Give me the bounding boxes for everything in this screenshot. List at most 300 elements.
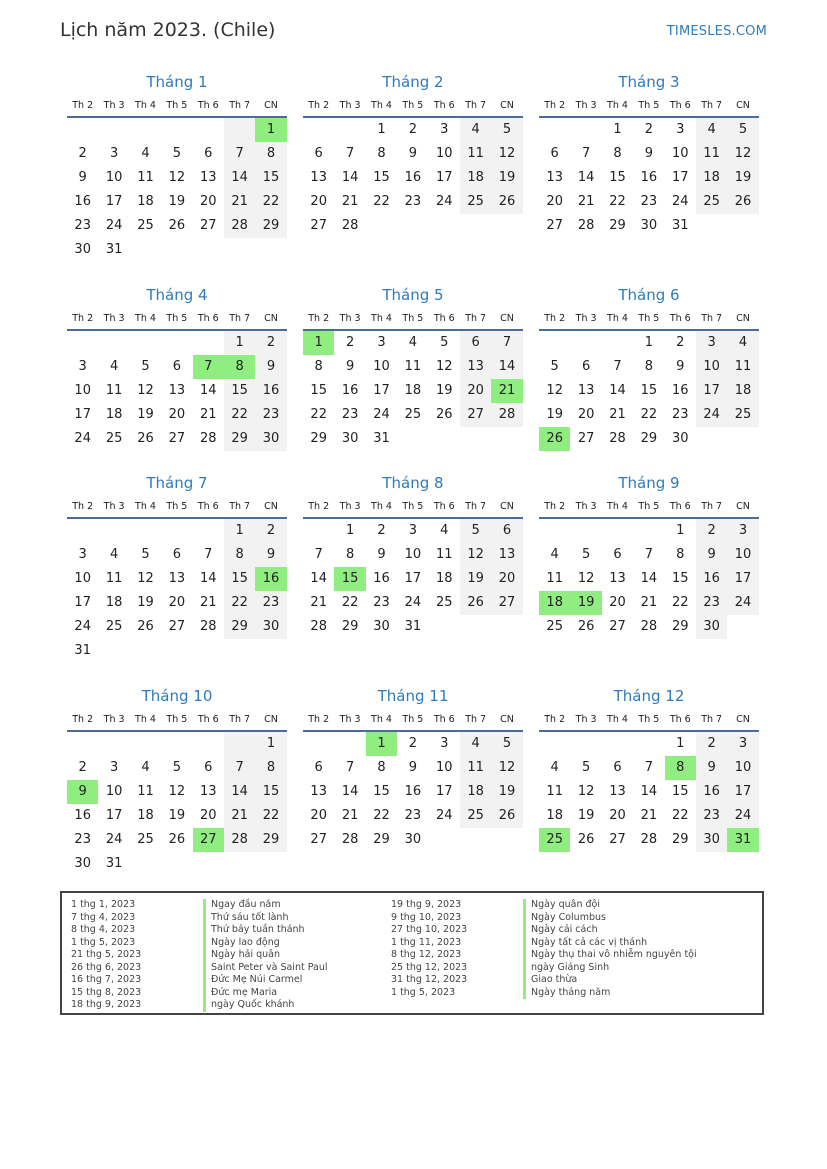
day-cell[interactable]: 3: [727, 732, 758, 756]
day-cell[interactable]: 13: [546, 170, 563, 185]
day-cell[interactable]: 6: [613, 760, 622, 775]
holiday-day-cell[interactable]: 1: [303, 331, 334, 355]
day-cell[interactable]: 10: [404, 547, 422, 562]
holiday-day-cell[interactable]: 18: [539, 591, 570, 615]
day-cell[interactable]: 21: [609, 407, 626, 422]
day-cell[interactable]: 11: [105, 383, 123, 398]
day-cell[interactable]: 14: [224, 166, 255, 190]
day-cell[interactable]: 25: [696, 190, 727, 214]
day-cell[interactable]: 16: [640, 170, 658, 185]
day-cell[interactable]: 25: [546, 619, 563, 634]
day-cell[interactable]: 14: [310, 571, 327, 586]
day-cell[interactable]: 4: [696, 118, 727, 142]
day-cell[interactable]: 29: [341, 619, 359, 634]
day-cell[interactable]: 29: [255, 214, 286, 238]
holiday-day-cell[interactable]: 19: [570, 591, 601, 615]
day-cell[interactable]: 21: [224, 804, 255, 828]
day-cell[interactable]: 10: [74, 383, 91, 398]
day-cell[interactable]: 23: [74, 832, 91, 847]
day-cell[interactable]: 17: [74, 595, 91, 610]
day-cell[interactable]: 10: [105, 170, 123, 185]
day-cell[interactable]: 8: [255, 142, 286, 166]
day-cell[interactable]: 3: [676, 122, 685, 137]
day-cell[interactable]: 27: [609, 619, 626, 634]
day-cell[interactable]: 2: [644, 122, 653, 137]
day-cell[interactable]: 4: [460, 118, 491, 142]
day-cell[interactable]: 23: [255, 403, 286, 427]
day-cell[interactable]: 13: [199, 784, 217, 799]
day-cell[interactable]: 11: [105, 571, 123, 586]
day-cell[interactable]: 20: [546, 194, 563, 209]
day-cell[interactable]: 24: [727, 591, 758, 615]
day-cell[interactable]: 9: [696, 756, 727, 780]
day-cell[interactable]: 28: [341, 832, 359, 847]
holiday-day-cell[interactable]: 1: [366, 732, 397, 756]
day-cell[interactable]: 11: [137, 784, 154, 799]
day-cell[interactable]: 20: [199, 194, 217, 209]
day-cell[interactable]: 2: [408, 122, 417, 137]
day-cell[interactable]: 18: [460, 780, 491, 804]
day-cell[interactable]: 28: [310, 619, 327, 634]
day-cell[interactable]: 15: [255, 780, 286, 804]
day-cell[interactable]: 19: [137, 595, 154, 610]
holiday-day-cell[interactable]: 27: [193, 828, 224, 852]
day-cell[interactable]: 25: [727, 403, 758, 427]
day-cell[interactable]: 10: [727, 543, 758, 567]
day-cell[interactable]: 7: [345, 146, 355, 161]
day-cell[interactable]: 26: [491, 190, 522, 214]
day-cell[interactable]: 28: [640, 619, 658, 634]
day-cell[interactable]: 31: [74, 643, 91, 658]
day-cell[interactable]: 15: [671, 784, 689, 799]
day-cell[interactable]: 6: [314, 760, 323, 775]
day-cell[interactable]: 10: [671, 146, 689, 161]
day-cell[interactable]: 30: [640, 218, 658, 233]
day-cell[interactable]: 11: [460, 142, 491, 166]
day-cell[interactable]: 2: [377, 523, 386, 538]
day-cell[interactable]: 6: [204, 146, 213, 161]
day-cell[interactable]: 3: [78, 547, 87, 562]
day-cell[interactable]: 5: [460, 519, 491, 543]
day-cell[interactable]: 12: [727, 142, 758, 166]
day-cell[interactable]: 29: [224, 615, 255, 639]
holiday-day-cell[interactable]: 31: [727, 828, 758, 852]
day-cell[interactable]: 20: [310, 194, 327, 209]
day-cell[interactable]: 20: [609, 808, 626, 823]
day-cell[interactable]: 5: [550, 359, 559, 374]
day-cell[interactable]: 30: [696, 828, 727, 852]
day-cell[interactable]: 29: [640, 431, 658, 446]
day-cell[interactable]: 5: [141, 547, 150, 562]
day-cell[interactable]: 9: [78, 170, 87, 185]
day-cell[interactable]: 1: [255, 732, 286, 756]
day-cell[interactable]: 21: [310, 595, 327, 610]
day-cell[interactable]: 28: [640, 832, 658, 847]
day-cell[interactable]: 17: [435, 170, 453, 185]
day-cell[interactable]: 24: [105, 832, 123, 847]
day-cell[interactable]: 25: [137, 832, 154, 847]
day-cell[interactable]: 12: [577, 571, 595, 586]
day-cell[interactable]: 22: [671, 808, 689, 823]
day-cell[interactable]: 12: [577, 784, 595, 799]
day-cell[interactable]: 20: [168, 595, 186, 610]
day-cell[interactable]: 28: [199, 619, 217, 634]
day-cell[interactable]: 22: [640, 407, 658, 422]
holiday-day-cell[interactable]: 8: [665, 756, 696, 780]
day-cell[interactable]: 22: [341, 595, 359, 610]
day-cell[interactable]: 4: [141, 760, 150, 775]
day-cell[interactable]: 17: [671, 170, 689, 185]
day-cell[interactable]: 23: [74, 218, 91, 233]
day-cell[interactable]: 4: [727, 331, 758, 355]
day-cell[interactable]: 29: [373, 832, 390, 847]
day-cell[interactable]: 14: [609, 383, 626, 398]
day-cell[interactable]: 27: [199, 218, 217, 233]
day-cell[interactable]: 21: [341, 194, 359, 209]
day-cell[interactable]: 19: [168, 194, 186, 209]
day-cell[interactable]: 18: [435, 571, 453, 586]
day-cell[interactable]: 8: [255, 756, 286, 780]
day-cell[interactable]: 22: [224, 591, 255, 615]
holiday-day-cell[interactable]: 16: [255, 567, 286, 591]
day-cell[interactable]: 12: [460, 543, 491, 567]
day-cell[interactable]: 19: [727, 166, 758, 190]
day-cell[interactable]: 18: [696, 166, 727, 190]
day-cell[interactable]: 19: [546, 407, 563, 422]
day-cell[interactable]: 19: [460, 567, 491, 591]
day-cell[interactable]: 19: [491, 166, 522, 190]
day-cell[interactable]: 30: [74, 242, 91, 257]
day-cell[interactable]: 4: [440, 523, 449, 538]
day-cell[interactable]: 17: [696, 379, 727, 403]
day-cell[interactable]: 17: [105, 808, 123, 823]
day-cell[interactable]: 12: [491, 142, 522, 166]
day-cell[interactable]: 24: [435, 194, 453, 209]
day-cell[interactable]: 4: [460, 732, 491, 756]
day-cell[interactable]: 24: [696, 403, 727, 427]
day-cell[interactable]: 22: [224, 403, 255, 427]
day-cell[interactable]: 17: [105, 194, 123, 209]
day-cell[interactable]: 26: [577, 832, 595, 847]
holiday-day-cell[interactable]: 21: [491, 379, 522, 403]
day-cell[interactable]: 21: [640, 595, 658, 610]
day-cell[interactable]: 7: [224, 756, 255, 780]
day-cell[interactable]: 20: [460, 379, 491, 403]
day-cell[interactable]: 16: [341, 383, 359, 398]
day-cell[interactable]: 23: [671, 407, 689, 422]
day-cell[interactable]: 4: [550, 547, 559, 562]
day-cell[interactable]: 2: [345, 335, 355, 350]
day-cell[interactable]: 28: [224, 828, 255, 852]
day-cell[interactable]: 6: [460, 331, 491, 355]
day-cell[interactable]: 7: [644, 760, 653, 775]
day-cell[interactable]: 24: [105, 218, 123, 233]
day-cell[interactable]: 6: [172, 547, 181, 562]
day-cell[interactable]: 26: [137, 619, 154, 634]
day-cell[interactable]: 6: [550, 146, 559, 161]
day-cell[interactable]: 9: [377, 547, 386, 562]
day-cell[interactable]: 20: [310, 808, 327, 823]
day-cell[interactable]: 11: [727, 355, 758, 379]
day-cell[interactable]: 21: [199, 595, 217, 610]
day-cell[interactable]: 13: [168, 383, 186, 398]
holiday-day-cell[interactable]: 9: [67, 780, 98, 804]
day-cell[interactable]: 16: [696, 780, 727, 804]
day-cell[interactable]: 9: [644, 146, 653, 161]
day-cell[interactable]: 25: [105, 431, 123, 446]
day-cell[interactable]: 8: [377, 146, 386, 161]
day-cell[interactable]: 25: [404, 407, 422, 422]
day-cell[interactable]: 17: [435, 784, 453, 799]
day-cell[interactable]: 25: [460, 804, 491, 828]
day-cell[interactable]: 2: [255, 331, 286, 355]
day-cell[interactable]: 20: [577, 407, 595, 422]
day-cell[interactable]: 22: [255, 804, 286, 828]
day-cell[interactable]: 3: [440, 122, 449, 137]
day-cell[interactable]: 3: [440, 736, 449, 751]
day-cell[interactable]: 26: [460, 591, 491, 615]
day-cell[interactable]: 14: [341, 784, 359, 799]
day-cell[interactable]: 5: [172, 146, 181, 161]
day-cell[interactable]: 10: [696, 355, 727, 379]
day-cell[interactable]: 22: [671, 595, 689, 610]
day-cell[interactable]: 2: [676, 335, 685, 350]
day-cell[interactable]: 8: [224, 543, 255, 567]
day-cell[interactable]: 4: [141, 146, 150, 161]
day-cell[interactable]: 28: [199, 431, 217, 446]
day-cell[interactable]: 18: [105, 595, 123, 610]
day-cell[interactable]: 4: [408, 335, 417, 350]
day-cell[interactable]: 13: [168, 571, 186, 586]
day-cell[interactable]: 23: [373, 595, 390, 610]
day-cell[interactable]: 12: [546, 383, 563, 398]
day-cell[interactable]: 30: [74, 856, 91, 871]
day-cell[interactable]: 15: [310, 383, 327, 398]
day-cell[interactable]: 5: [491, 118, 522, 142]
day-cell[interactable]: 2: [696, 519, 727, 543]
day-cell[interactable]: 24: [373, 407, 390, 422]
day-cell[interactable]: 28: [341, 218, 359, 233]
day-cell[interactable]: 12: [168, 170, 186, 185]
day-cell[interactable]: 8: [644, 359, 653, 374]
day-cell[interactable]: 27: [460, 403, 491, 427]
day-cell[interactable]: 16: [404, 784, 422, 799]
day-cell[interactable]: 22: [609, 194, 626, 209]
day-cell[interactable]: 17: [74, 407, 91, 422]
day-cell[interactable]: 30: [255, 615, 286, 639]
day-cell[interactable]: 14: [577, 170, 595, 185]
day-cell[interactable]: 10: [373, 359, 390, 374]
day-cell[interactable]: 24: [727, 804, 758, 828]
day-cell[interactable]: 27: [310, 832, 327, 847]
day-cell[interactable]: 25: [137, 218, 154, 233]
day-cell[interactable]: 2: [255, 519, 286, 543]
day-cell[interactable]: 27: [168, 431, 186, 446]
day-cell[interactable]: 23: [404, 808, 422, 823]
day-cell[interactable]: 9: [408, 760, 417, 775]
day-cell[interactable]: 5: [727, 118, 758, 142]
day-cell[interactable]: 15: [224, 567, 255, 591]
day-cell[interactable]: 30: [341, 431, 359, 446]
day-cell[interactable]: 28: [491, 403, 522, 427]
day-cell[interactable]: 3: [109, 760, 119, 775]
day-cell[interactable]: 18: [105, 407, 123, 422]
day-cell[interactable]: 17: [404, 571, 422, 586]
day-cell[interactable]: 12: [168, 784, 186, 799]
day-cell[interactable]: 1: [224, 519, 255, 543]
day-cell[interactable]: 2: [696, 732, 727, 756]
day-cell[interactable]: 16: [255, 379, 286, 403]
day-cell[interactable]: 24: [404, 595, 422, 610]
day-cell[interactable]: 9: [676, 359, 685, 374]
day-cell[interactable]: 1: [224, 331, 255, 355]
day-cell[interactable]: 11: [137, 170, 154, 185]
day-cell[interactable]: 29: [671, 832, 689, 847]
day-cell[interactable]: 26: [137, 431, 154, 446]
day-cell[interactable]: 19: [491, 780, 522, 804]
holiday-day-cell[interactable]: 26: [539, 427, 570, 451]
day-cell[interactable]: 2: [78, 146, 87, 161]
day-cell[interactable]: 27: [609, 832, 626, 847]
day-cell[interactable]: 24: [74, 431, 91, 446]
day-cell[interactable]: 22: [373, 808, 390, 823]
day-cell[interactable]: 11: [696, 142, 727, 166]
day-cell[interactable]: 14: [199, 383, 217, 398]
day-cell[interactable]: 9: [255, 543, 286, 567]
day-cell[interactable]: 16: [74, 808, 91, 823]
day-cell[interactable]: 8: [377, 760, 386, 775]
day-cell[interactable]: 23: [640, 194, 658, 209]
day-cell[interactable]: 10: [105, 784, 123, 799]
day-cell[interactable]: 1: [377, 122, 386, 137]
day-cell[interactable]: 2: [78, 760, 87, 775]
day-cell[interactable]: 24: [671, 194, 689, 209]
day-cell[interactable]: 30: [255, 427, 286, 451]
day-cell[interactable]: 15: [373, 784, 390, 799]
day-cell[interactable]: 3: [78, 359, 87, 374]
day-cell[interactable]: 20: [491, 567, 522, 591]
day-cell[interactable]: 14: [491, 355, 522, 379]
day-cell[interactable]: 18: [460, 166, 491, 190]
day-cell[interactable]: 11: [404, 359, 422, 374]
day-cell[interactable]: 3: [408, 523, 417, 538]
day-cell[interactable]: 31: [404, 619, 422, 634]
day-cell[interactable]: 14: [199, 571, 217, 586]
day-cell[interactable]: 1: [676, 736, 685, 751]
day-cell[interactable]: 13: [609, 784, 626, 799]
day-cell[interactable]: 7: [224, 142, 255, 166]
day-cell[interactable]: 17: [727, 780, 758, 804]
day-cell[interactable]: 10: [74, 571, 91, 586]
brand-link[interactable]: TIMESLES.COM: [666, 24, 767, 39]
day-cell[interactable]: 9: [696, 543, 727, 567]
day-cell[interactable]: 31: [105, 856, 123, 871]
day-cell[interactable]: 15: [224, 379, 255, 403]
day-cell[interactable]: 30: [404, 832, 422, 847]
day-cell[interactable]: 1: [613, 122, 622, 137]
day-cell[interactable]: 27: [491, 591, 522, 615]
day-cell[interactable]: 7: [491, 331, 522, 355]
day-cell[interactable]: 10: [727, 756, 758, 780]
day-cell[interactable]: 26: [435, 407, 453, 422]
day-cell[interactable]: 19: [168, 808, 186, 823]
day-cell[interactable]: 6: [491, 519, 522, 543]
day-cell[interactable]: 3: [377, 335, 386, 350]
day-cell[interactable]: 15: [671, 571, 689, 586]
day-cell[interactable]: 30: [373, 619, 390, 634]
day-cell[interactable]: 3: [109, 146, 119, 161]
day-cell[interactable]: 16: [74, 194, 91, 209]
day-cell[interactable]: 6: [204, 760, 213, 775]
day-cell[interactable]: 20: [199, 808, 217, 823]
day-cell[interactable]: 12: [137, 383, 154, 398]
day-cell[interactable]: 6: [581, 359, 591, 374]
day-cell[interactable]: 24: [74, 619, 91, 634]
day-cell[interactable]: 26: [577, 619, 595, 634]
day-cell[interactable]: 27: [546, 218, 563, 233]
day-cell[interactable]: 17: [373, 383, 390, 398]
day-cell[interactable]: 12: [137, 571, 154, 586]
day-cell[interactable]: 31: [105, 242, 123, 257]
day-cell[interactable]: 25: [105, 619, 123, 634]
day-cell[interactable]: 27: [577, 431, 595, 446]
day-cell[interactable]: 9: [408, 146, 417, 161]
day-cell[interactable]: 21: [577, 194, 595, 209]
day-cell[interactable]: 29: [609, 218, 626, 233]
day-cell[interactable]: 12: [435, 359, 453, 374]
day-cell[interactable]: 19: [577, 808, 595, 823]
day-cell[interactable]: 21: [224, 190, 255, 214]
day-cell[interactable]: 23: [696, 591, 727, 615]
holiday-day-cell[interactable]: 25: [539, 828, 570, 852]
day-cell[interactable]: 31: [373, 431, 390, 446]
day-cell[interactable]: 22: [373, 194, 390, 209]
day-cell[interactable]: 11: [435, 547, 453, 562]
day-cell[interactable]: 16: [696, 567, 727, 591]
day-cell[interactable]: 25: [435, 595, 453, 610]
day-cell[interactable]: 13: [491, 543, 522, 567]
day-cell[interactable]: 30: [696, 615, 727, 639]
day-cell[interactable]: 10: [435, 760, 453, 775]
day-cell[interactable]: 8: [314, 359, 323, 374]
day-cell[interactable]: 26: [727, 190, 758, 214]
day-cell[interactable]: 9: [345, 359, 355, 374]
day-cell[interactable]: 6: [314, 146, 323, 161]
holiday-day-cell[interactable]: 8: [224, 355, 255, 379]
day-cell[interactable]: 24: [435, 808, 453, 823]
day-cell[interactable]: 18: [137, 194, 154, 209]
day-cell[interactable]: 3: [696, 331, 727, 355]
day-cell[interactable]: 1: [345, 523, 355, 538]
day-cell[interactable]: 25: [460, 190, 491, 214]
day-cell[interactable]: 29: [255, 828, 286, 852]
day-cell[interactable]: 31: [671, 218, 689, 233]
day-cell[interactable]: 19: [435, 383, 453, 398]
day-cell[interactable]: 23: [341, 407, 359, 422]
day-cell[interactable]: 9: [255, 355, 286, 379]
day-cell[interactable]: 5: [172, 760, 181, 775]
day-cell[interactable]: 16: [671, 383, 689, 398]
day-cell[interactable]: 26: [491, 804, 522, 828]
day-cell[interactable]: 1: [676, 523, 685, 538]
day-cell[interactable]: 29: [224, 427, 255, 451]
day-cell[interactable]: 27: [310, 218, 327, 233]
day-cell[interactable]: 7: [204, 547, 213, 562]
day-cell[interactable]: 22: [255, 190, 286, 214]
day-cell[interactable]: 12: [491, 756, 522, 780]
day-cell[interactable]: 8: [345, 547, 355, 562]
day-cell[interactable]: 13: [199, 170, 217, 185]
